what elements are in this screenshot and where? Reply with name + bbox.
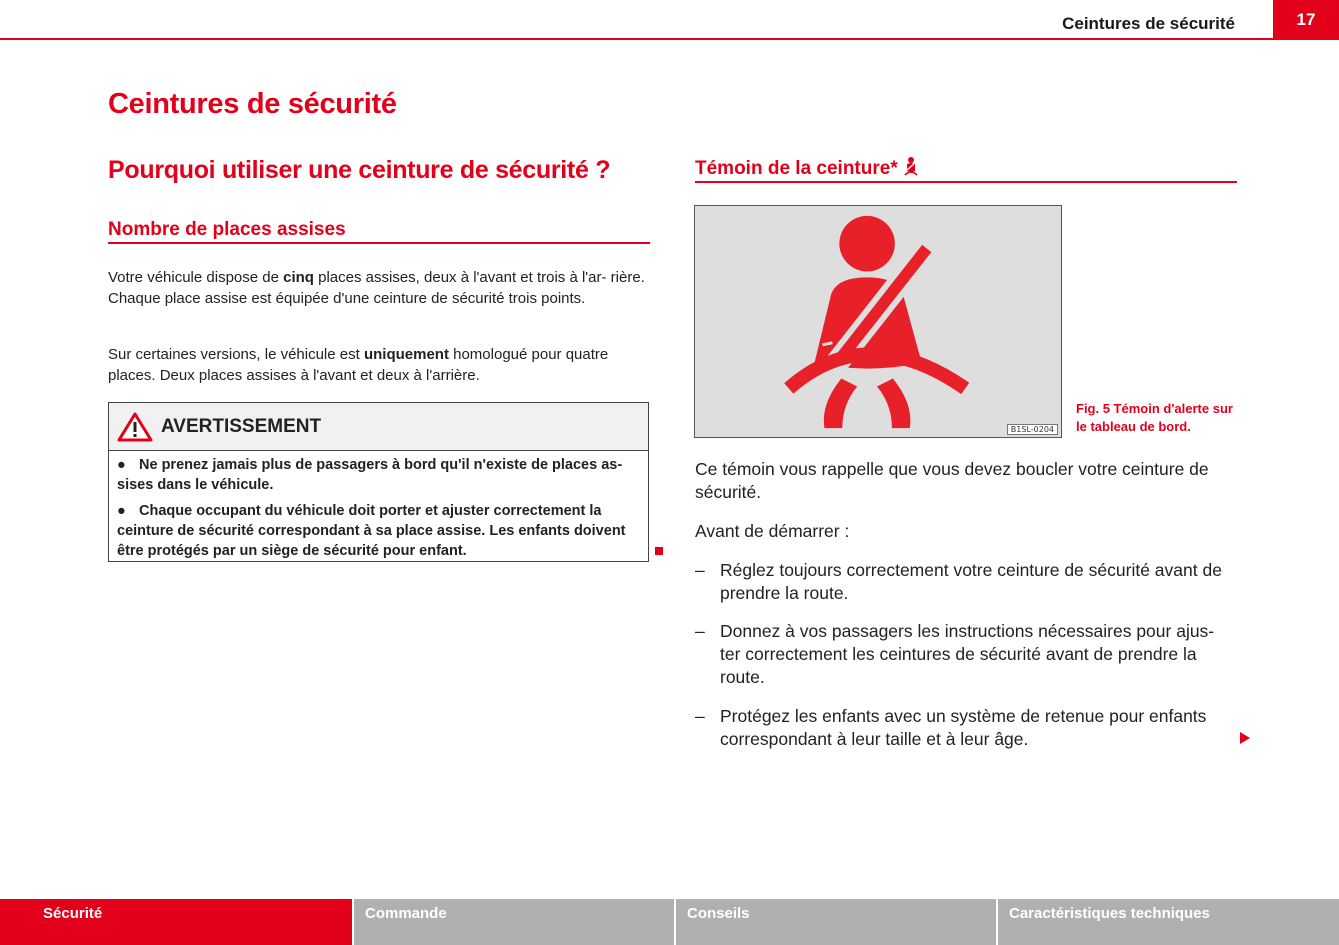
continue-arrow-icon — [1240, 732, 1250, 744]
running-header-title: Ceintures de sécurité — [1062, 14, 1235, 33]
seatbelt-icon — [903, 156, 919, 176]
footer-tab-conseils[interactable]: Conseils — [676, 899, 996, 945]
list-item: – Réglez toujours correctement votre ceinture de sécurité avant de prendre la route. — [695, 560, 1222, 603]
list-item: – Protégez les enfants avec un système de retenue pour enfants correspondant à leur taille et à leur âge. — [695, 706, 1207, 749]
warning-item: ● Ne prenez jamais plus de passagers à bord qu'il n'existe de places as- sises dans le véhicule. — [117, 457, 623, 493]
page-number: 17 — [1273, 0, 1339, 40]
footer-tab-commande[interactable]: Commande — [354, 899, 674, 945]
footer-tab-caracteristiques[interactable]: Caractéristiques techniques — [998, 899, 1339, 945]
page-subtitle: Pourquoi utiliser une ceinture de sécurité ? — [108, 156, 611, 184]
list-item: – Donnez à vos passagers les instructions nécessaires pour ajus- ter correctement les ceintures de sécurité avant de prendre la route. — [695, 621, 1215, 687]
warning-body — [109, 451, 648, 561]
figure-code: B1SL-0204 — [1007, 424, 1058, 435]
footer-tab-securite[interactable]: Sécurité — [0, 899, 352, 945]
bullet-icon: ● — [117, 503, 126, 519]
warning-box — [108, 402, 649, 562]
paragraph-seats: Votre véhicule dispose de cinq places assises, deux à l'avant et trois à l'ar- rière. Chaque place assise est équipée d'une ceinture de sécurité trois points. — [108, 269, 645, 307]
bullet-icon: ● — [117, 457, 126, 473]
warning-triangle-icon — [117, 412, 153, 442]
warning-title: AVERTISSEMENT — [161, 415, 322, 437]
footer-nav — [0, 899, 1339, 945]
header-rule — [0, 38, 1273, 40]
section-title-seatbelt-light: Témoin de la ceinture* — [695, 156, 1237, 183]
figure-seatbelt-warning-light — [694, 205, 1062, 438]
warning-item: ● Chaque occupant du véhicule doit porter et ajuster correctement la ceinture de sécurité correspondant à sa place assise. Les enfants doivent être protégés par un siège de sécurité pour enfant. — [117, 503, 626, 559]
seatbelt-warning-light-illustration — [695, 206, 1061, 437]
paragraph-before-start: Avant de démarrer : — [695, 521, 850, 541]
paragraph-versions: Sur certaines versions, le véhicule est uniquement homologué pour quatre places. Deux places assises à l'avant et deux à l'arrière. — [108, 346, 609, 384]
warning-header — [109, 403, 648, 451]
section-end-marker-icon — [655, 547, 663, 555]
section-title-seats: Nombre de places assises — [108, 219, 650, 244]
figure-caption: Fig. 5 Témoin d'alerte sur le tableau de bord. — [1076, 401, 1233, 434]
paragraph-reminder: Ce témoin vous rappelle que vous devez boucler votre ceinture de sécurité. — [695, 459, 1209, 502]
page-title: Ceintures de sécurité — [108, 88, 397, 120]
